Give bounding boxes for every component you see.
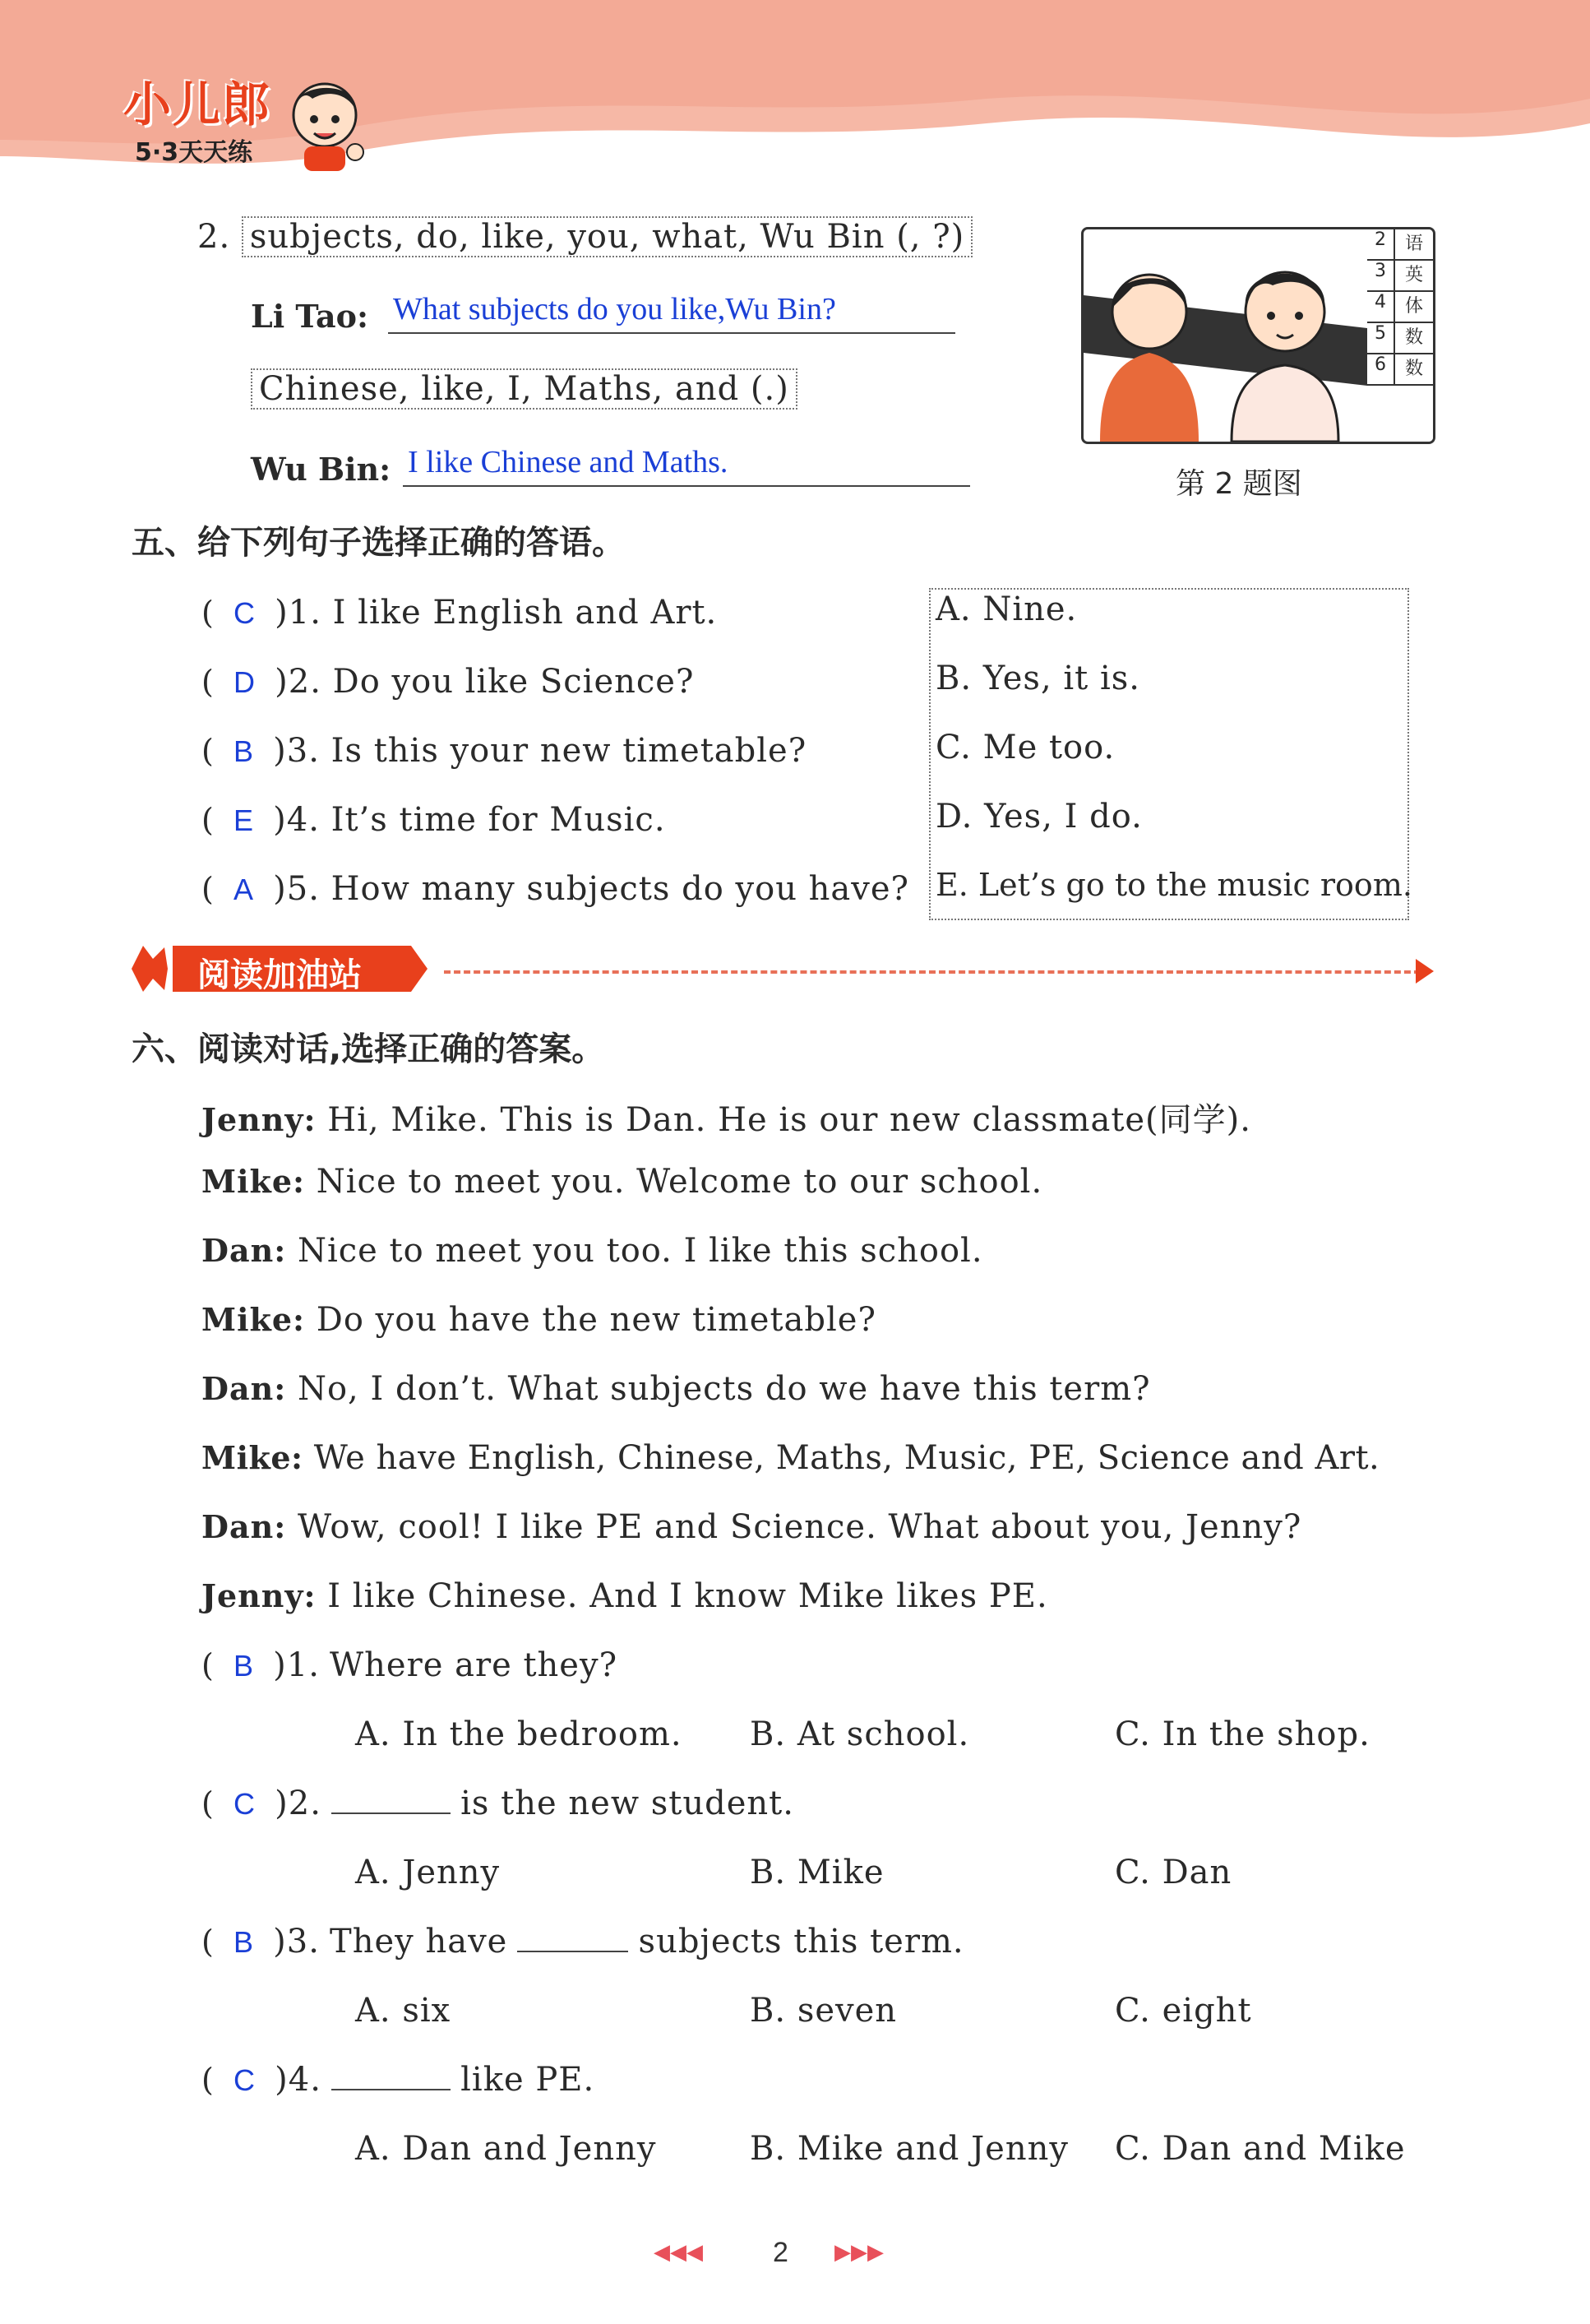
s6-q1-option-b: B. At school. — [750, 1715, 970, 1753]
brand-logo: 小儿郎 — [123, 76, 272, 132]
q2-speaker-1: Li Tao: — [251, 298, 369, 335]
s6-q2-blank — [331, 1788, 451, 1814]
s6-question-4: ( C )4. like PE. — [201, 2061, 595, 2099]
q2-answer-1: What subjects do you like,Wu Bin? — [393, 292, 836, 326]
q2-answer-line-1 — [388, 289, 955, 334]
s5-option-c: C. Me too. — [936, 729, 1116, 766]
s6-q3-option-a: A. six — [355, 1992, 451, 2030]
figure-caption: 第 2 题图 — [1176, 467, 1302, 501]
s6-answer-2: C — [233, 1787, 255, 1821]
s5-option-e: E. Let’s go to the music room. — [936, 867, 1412, 903]
section5-title: 五、给下列句子选择正确的答语。 — [132, 524, 625, 562]
q2-answer-line-2 — [403, 442, 970, 487]
s5-item-2: ( D )2. Do you like Science? — [201, 663, 695, 701]
section6-title: 六、阅读对话,选择正确的答案。 — [132, 1030, 605, 1068]
timetable-row: 3 英 — [1367, 261, 1433, 292]
page-number: 2 — [773, 2237, 788, 2268]
timetable-row: 4 体 — [1367, 292, 1433, 323]
mascot-boy-icon — [280, 74, 370, 173]
s6-answer-1: B — [233, 1649, 253, 1683]
dialogue-line: Jenny: Hi, Mike. This is Dan. He is our new classmate(同学). — [201, 1101, 1251, 1139]
s6-question-3: ( B )3. They have subjects this term. — [201, 1923, 964, 1961]
q2-speaker-2: Wu Bin: — [251, 451, 391, 488]
s5-answer-4: E — [233, 803, 253, 837]
s6-question-2: ( C )2. is the new student. — [201, 1785, 794, 1822]
s6-q4-option-b: B. Mike and Jenny — [750, 2130, 1069, 2168]
s5-answer-2: D — [233, 665, 255, 699]
s5-answer-5: A — [233, 873, 253, 906]
s5-option-b: B. Yes, it is. — [936, 660, 1140, 697]
s6-q4-option-a: A. Dan and Jenny — [355, 2130, 657, 2168]
q2-answer-2: I like Chinese and Maths. — [408, 445, 728, 479]
q2-prompt-2: Chinese, like, I, Maths, and (.) — [251, 368, 797, 410]
s6-q4-option-c: C. Dan and Mike — [1115, 2130, 1406, 2168]
q2-figure — [1081, 227, 1435, 444]
s5-item-3: ( B )3. Is this your new timetable? — [201, 732, 807, 770]
s5-item-4: ( E )4. It’s time for Music. — [201, 801, 666, 839]
s5-option-d: D. Yes, I do. — [936, 798, 1143, 836]
s6-q2-option-c: C. Dan — [1115, 1854, 1232, 1891]
prev-arrows-icon: ◀◀◀ — [654, 2240, 703, 2265]
s5-option-a: A. Nine. — [936, 590, 1078, 628]
dialogue-line: Jenny: I like Chinese. And I know Mike likes PE. — [201, 1577, 1048, 1615]
s6-q3-blank — [517, 1926, 628, 1952]
dialogue-line: Dan: Nice to meet you too. I like this school. — [201, 1232, 983, 1270]
next-arrows-icon: ▶▶▶ — [834, 2240, 884, 2265]
s6-q2-option-b: B. Mike — [750, 1854, 885, 1891]
s6-q4-blank — [331, 2064, 451, 2090]
q2-number: 2. — [197, 218, 231, 256]
dialogue-line: Dan: Wow, cool! I like PE and Science. What about you, Jenny? — [201, 1508, 1302, 1546]
timetable-row: 5 数 — [1367, 323, 1433, 354]
arrow-right-icon — [1416, 959, 1434, 984]
timetable — [1367, 229, 1433, 386]
s5-item-5: ( A )5. How many subjects do you have? — [201, 870, 909, 908]
s6-answer-3: B — [233, 1925, 253, 1959]
s5-answer-1: C — [233, 596, 255, 630]
dialogue-line: Mike: Nice to meet you. Welcome to our school. — [201, 1163, 1043, 1201]
s5-answer-3: B — [233, 734, 253, 768]
banner-divider — [444, 970, 1431, 974]
s6-q1-option-c: C. In the shop. — [1115, 1715, 1370, 1753]
timetable-row: 6 数 — [1367, 354, 1433, 386]
s6-answer-4: C — [233, 2063, 255, 2097]
s6-q1-option-a: A. In the bedroom. — [355, 1715, 682, 1753]
q2-prompt-1: subjects, do, like, you, what, Wu Bin (, ?) — [242, 216, 973, 257]
reading-banner-label: 阅读加油站 — [197, 956, 362, 994]
s6-q3-option-c: C. eight — [1115, 1992, 1252, 2030]
s6-q2-option-a: A. Jenny — [355, 1854, 501, 1891]
s5-item-1: ( C )1. I like English and Art. — [201, 594, 718, 632]
series-title: 5·3天天练 — [135, 138, 253, 167]
timetable-row: 2 语 — [1367, 229, 1433, 261]
s6-question-1: ( B )1. Where are they? — [201, 1646, 618, 1684]
dialogue-line: Mike: Do you have the new timetable? — [201, 1301, 876, 1339]
dialogue-line: Mike: We have English, Chinese, Maths, Music, PE, Science and Art. — [201, 1439, 1380, 1477]
s6-q3-option-b: B. seven — [750, 1992, 898, 2030]
dialogue-line: Dan: No, I don’t. What subjects do we have this term? — [201, 1370, 1151, 1408]
